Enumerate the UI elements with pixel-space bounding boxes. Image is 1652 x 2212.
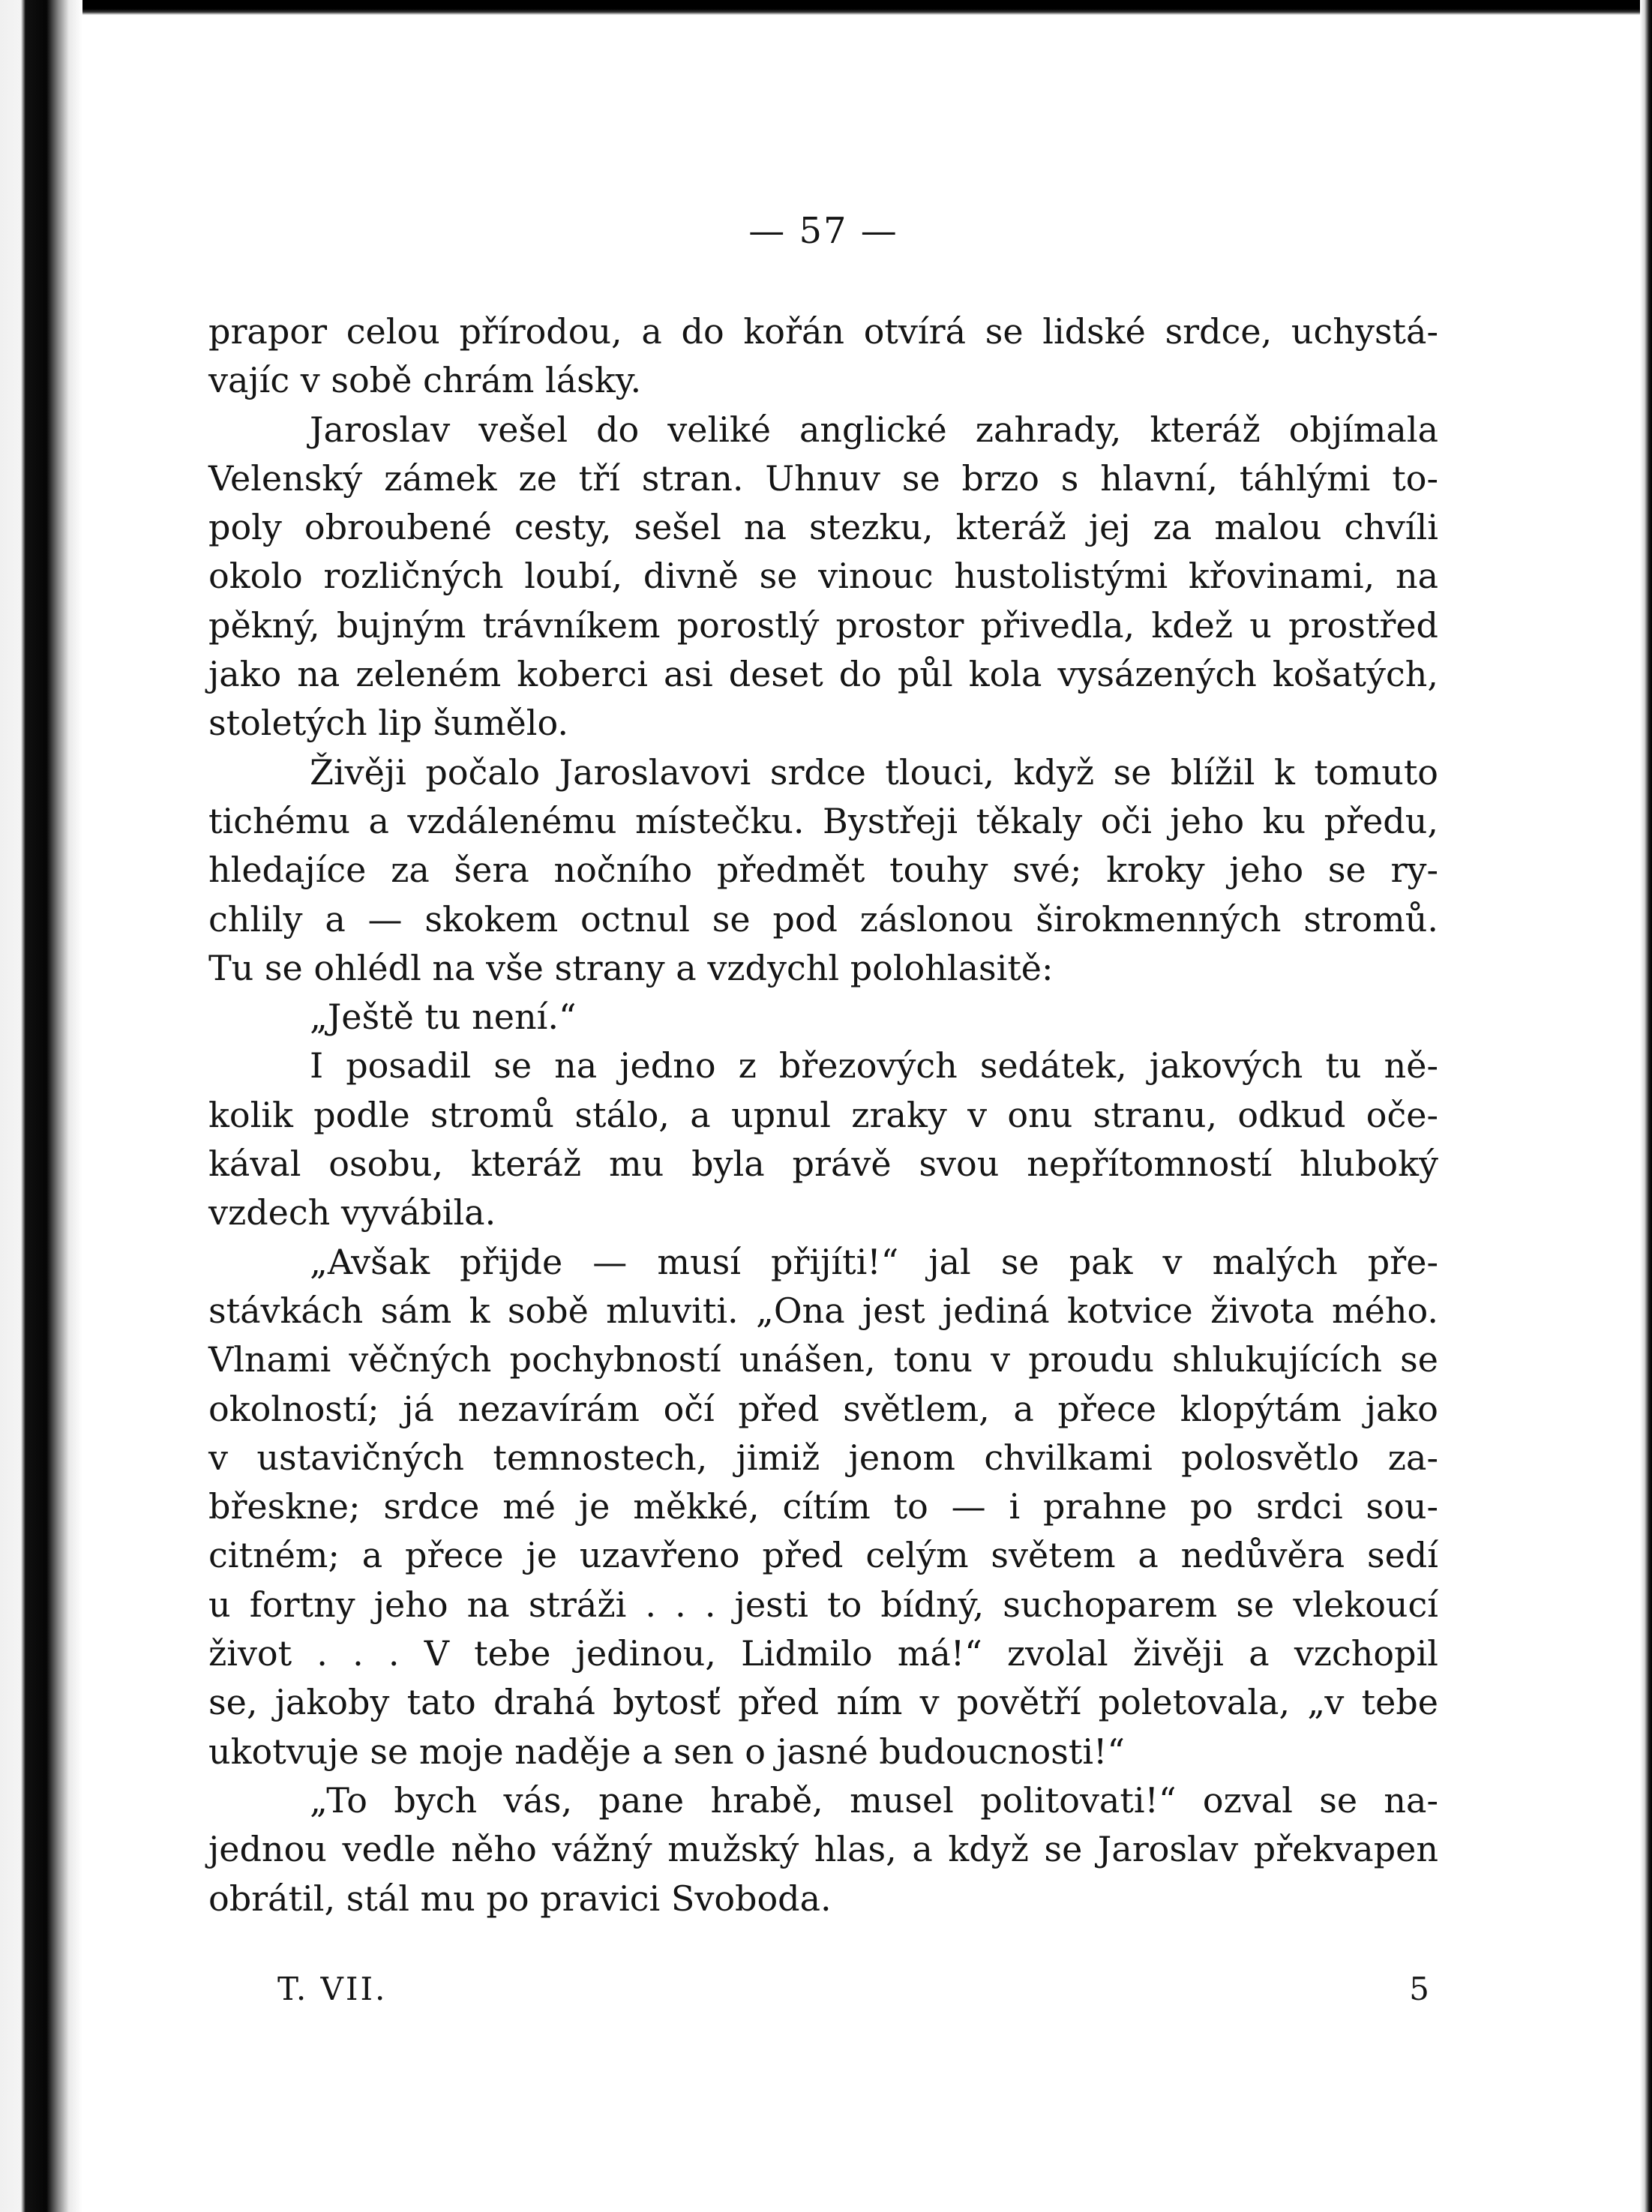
text-line: tichému a vzdálenému místečku. Bystřeji těkaly oči jeho ku předu,	[208, 800, 1438, 841]
text-line: hledajíce za šera nočního předmět touhy své; kroky jeho se ry-	[208, 850, 1438, 891]
text-line: Vlnami věčných pochybností unášen, tonu v proudu shlukujících se	[208, 1339, 1438, 1380]
text-line: stávkách sám k sobě mluviti. „Ona jest jediná kotvice života mého.	[208, 1290, 1438, 1331]
text-line: u fortny jeho na stráži . . . jesti to bídný, suchoparem se vlekoucí	[208, 1584, 1438, 1625]
text-line: ukotvuje se moje naděje a sen o jasné budoucnosti!“	[208, 1731, 1126, 1772]
signature-mark: T. VII.	[277, 1971, 388, 2007]
text-line: kával osobu, kteráž mu byla právě svou nepřítomností hluboký	[208, 1143, 1438, 1185]
text-line: Živěji počalo Jaroslavovi srdce tlouci, když se blížil k tomuto	[310, 751, 1438, 793]
page-footer	[208, 1968, 1438, 2010]
text-line: „To bych vás, pane hrabě, musel politovati!“ ozval se na-	[310, 1779, 1438, 1821]
text-line: Velenský zámek ze tří stran. Uhnuv se brzo s hlavní, táhlými to-	[208, 457, 1438, 499]
text-line: obrátil, stál mu po pravici Svoboda.	[208, 1878, 832, 1919]
text-line: život . . . V tebe jedinou, Lidmilo má!“ zvolal živěji a vzchopil	[208, 1633, 1438, 1674]
body-text	[208, 307, 1438, 1923]
text-line: chlily a — skokem octnul se pod záslonou širokmenných stromů.	[208, 898, 1438, 940]
text-line: stoletých lip šumělo.	[208, 703, 568, 744]
text-line: okolo rozličných loubí, divně se vinouc hustolistými křovinami, na	[208, 556, 1438, 597]
text-line: kolik podle stromů stálo, a upnul zraky v onu stranu, odkud oče-	[208, 1094, 1438, 1135]
page-number: — 57 —	[748, 210, 898, 252]
text-line: v ustavičných temnostech, jimiž jenom chvilkami polosvětlo za-	[208, 1437, 1438, 1478]
text-line: I posadil se na jedno z březových sedátek, jakových tu ně-	[310, 1045, 1438, 1087]
scan-binding-edge	[0, 0, 82, 2212]
text-line: citném; a přece je uzavřeno před celým světem a nedůvěra sedí	[208, 1535, 1438, 1576]
text-line: vajíc v sobě chrám lásky.	[208, 360, 642, 401]
text-line: „Ještě tu není.“	[310, 997, 577, 1038]
text-line: břeskne; srdce mé je měkké, cítím to — i prahne po srdci sou-	[208, 1486, 1438, 1527]
text-line: poly obroubené cesty, sešel na stezku, kteráž jej za malou chvíli	[208, 507, 1438, 548]
scan-right-edge	[1640, 0, 1652, 2212]
text-line: vzdech vyvábila.	[208, 1192, 496, 1233]
text-line: jako na zeleném koberci asi deset do půl kola vysázených košatých,	[208, 654, 1438, 695]
sheet-number: 5	[1409, 1971, 1429, 2007]
text-line: Jaroslav vešel do veliké anglické zahrady, kteráž objímala	[310, 409, 1438, 450]
text-line: „Avšak přijde — musí přijíti!“ jal se pak v malých pře-	[310, 1241, 1438, 1282]
text-line: se, jakoby tato drahá bytosť před ním v povětří poletovala, „v tebe	[208, 1682, 1438, 1723]
text-line: prapor celou přírodou, a do kořán otvírá se lidské srdce, uchystá-	[208, 311, 1438, 352]
text-line: pěkný, bujným trávníkem porostlý prostor přivedla, kdež u prostřed	[208, 604, 1438, 646]
text-line: okolností; já nezavírám očí před světlem, a přece klopýtám jako	[208, 1388, 1438, 1429]
book-page	[208, 0, 1438, 2212]
text-line: jednou vedle něho vážný mužský hlas, a když se Jaroslav překvapen	[208, 1829, 1438, 1870]
text-line: Tu se ohlédl na vše strany a vzdychl polohlasitě:	[208, 947, 1054, 988]
